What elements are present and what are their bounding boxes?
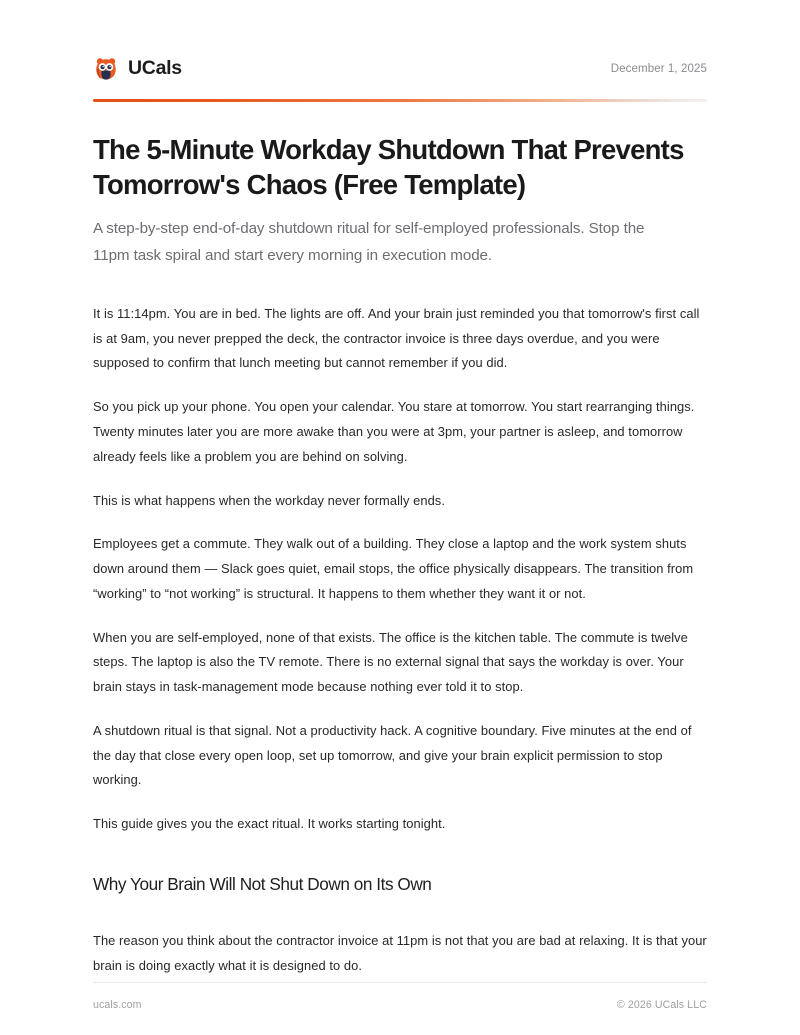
paragraph: So you pick up your phone. You open your calendar. You stare at tomorrow. You start rearranging things. Twenty minutes later you are more awake than you were at 3pm, your partner is asleep, and tomorrow already feels like a problem you are behind on solving. [93, 399, 695, 464]
paragraph: Employees get a commute. They walk out of a building. They close a laptop and the work system shuts down around them — Slack goes quiet, email stops, the office physically disappears. The transition from “working” to “not working” is structural. It happens to them whether they want it or not. [93, 536, 694, 601]
brand[interactable] [93, 56, 182, 82]
paragraph: It is 11:14pm. You are in bed. The lights are off. And your brain just reminded you that tomorrow's first call is at 9am, you never prepped the deck, the contractor invoice is three days overdue, and you were supposed to confirm that lunch meeting but cannot remember if you did. [93, 305, 700, 371]
paragraph: This guide gives you the exact ritual. It works starting tonight. [93, 816, 446, 832]
paragraph: A shutdown ritual is that signal. Not a productivity hack. A cognitive boundary. Five minutes at the end of the day that close every open loop, set up tomorrow, and give your brain explicit permission to stop working. [93, 722, 692, 788]
article-body [93, 102, 707, 982]
owl-icon [93, 56, 119, 82]
paragraph: When you are self-employed, none of that exists. The office is the kitchen table. The commute is twelve steps. The laptop is also the TV remote. There is no external signal that says the workday is over. Your brain stays in task-management mode because nothing ever told it to stop. [93, 629, 688, 695]
footer-divider [93, 982, 707, 983]
page-title: The 5-Minute Workday Shutdown That Prevents Tomorrow's Chaos (Free Template) [93, 134, 684, 200]
paragraph: The reason you think about the contractor invoice at 11pm is not that you are bad at relaxing. It is that your brain is doing exactly what it is designed to do. [93, 933, 707, 973]
intro-section [93, 302, 707, 837]
brand-name: UCals [128, 57, 182, 80]
masthead [93, 0, 707, 82]
section-heading: Why Your Brain Will Not Shut Down on Its Own [93, 873, 432, 894]
footer-copyright: © 2026 UCals LLC [616, 999, 707, 1011]
footer-row [93, 999, 707, 1011]
page-footer [93, 982, 707, 1035]
footer-site-link[interactable]: ucals.com [93, 999, 142, 1011]
issue-date: December 1, 2025 [610, 63, 707, 75]
article-deck: A step-by-step end-of-day shutdown ritual for self-employed professionals. Stop the 11pm task spiral and start every morning in execution mode. [93, 219, 645, 264]
section-body [93, 929, 707, 979]
paragraph: This is what happens when the workday never formally ends. [93, 492, 445, 508]
